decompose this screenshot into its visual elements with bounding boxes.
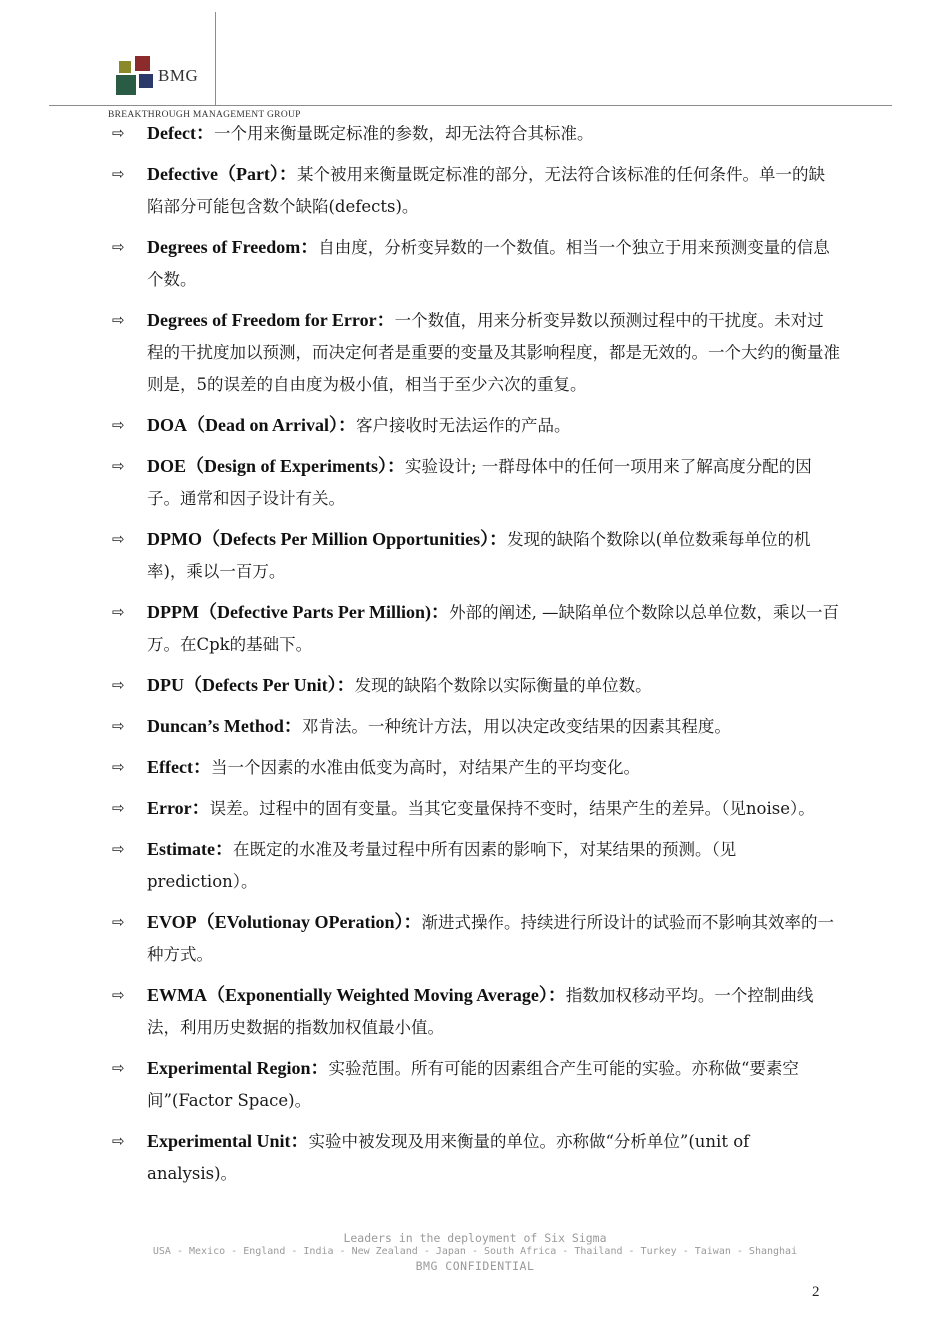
glossary-entry bbox=[0, 118, 840, 150]
glossary-definition: 发现的缺陷个数除以实际衡量的单位数。 bbox=[354, 676, 652, 695]
glossary-definition: 在既定的水准及考量过程中所有因素的影响下，对某结果的预测。（见prediction）。 bbox=[147, 840, 737, 891]
glossary-term: DOE（Design of Experiments）： bbox=[147, 456, 405, 476]
header-vertical-rule bbox=[215, 12, 216, 106]
glossary-entry bbox=[0, 834, 840, 898]
glossary-definition: 邓肯法。一种统计方法，用以决定改变结果的因素其程度。 bbox=[301, 717, 731, 736]
glossary-entry bbox=[0, 524, 840, 588]
glossary-term: Error： bbox=[147, 798, 210, 818]
glossary-term: Experimental Unit： bbox=[147, 1131, 309, 1151]
glossary-definition: 实验范围。所有可能的因素组合产生可能的实验。亦称做“要素空间”(Factor Space)。 bbox=[147, 1059, 799, 1110]
glossary-term: Effect： bbox=[147, 757, 211, 777]
glossary-definition: 客户接收时无法运作的产品。 bbox=[356, 416, 571, 435]
glossary-definition: 外部的阐述, —缺陷单位个数除以总单位数，乘以一百万。在Cpk的基础下。 bbox=[147, 603, 840, 654]
arrow-bullet-icon: ⇨ bbox=[112, 124, 125, 142]
glossary-entry bbox=[0, 305, 840, 401]
glossary-term: Defective（Part）： bbox=[147, 164, 297, 184]
glossary-definition: 一个数值，用来分析变异数以预测过程中的干扰度。未对过程的干扰度加以预测，而决定何者是重要的变量及其影响程度，都是无效的。一个大约的衡量准则是，5的误差的自由度为极小值，相当于至少六次的重复。 bbox=[147, 311, 840, 394]
glossary-definition: 指数加权移动平均。一个控制曲线法，利用历史数据的指数加权值最小值。 bbox=[147, 986, 814, 1037]
glossary-entry bbox=[0, 793, 840, 825]
arrow-bullet-icon: ⇨ bbox=[112, 913, 125, 931]
glossary-term: Defect： bbox=[147, 123, 214, 143]
glossary-term: Degrees of Freedom for Error： bbox=[147, 310, 395, 330]
footer-locations: USA - Mexico - England - India - New Zealand - Japan - South Africa - Thailand - Turkey - Taiwan - Shanghai bbox=[152, 1246, 798, 1257]
company-name: BREAKTHROUGH MANAGEMENT GROUP bbox=[108, 110, 301, 120]
arrow-bullet-icon: ⇨ bbox=[112, 840, 125, 858]
arrow-bullet-icon: ⇨ bbox=[112, 758, 125, 776]
glossary-term: DPU（Defects Per Unit）： bbox=[147, 675, 355, 695]
glossary-entry bbox=[0, 711, 840, 743]
glossary-definition: 实验设计; 一群母体中的任何一项用来了解高度分配的因子。通常和因子设计有关。 bbox=[147, 457, 812, 508]
arrow-bullet-icon: ⇨ bbox=[112, 603, 125, 621]
glossary-term: EVOP（EVolutionay OPeration）： bbox=[147, 912, 422, 932]
logo-square-green bbox=[116, 75, 136, 95]
glossary-definition: 一个用来衡量既定标准的参数，却无法符合其标准。 bbox=[213, 124, 594, 143]
glossary-entry bbox=[0, 670, 840, 702]
glossary-definition: 自由度，分析变异数的一个数值。相当一个独立于用来预测变量的信息个数。 bbox=[147, 238, 830, 289]
glossary-entry bbox=[0, 907, 840, 971]
footer-tagline: Leaders in the deployment of Six Sigma bbox=[343, 1231, 607, 1245]
arrow-bullet-icon: ⇨ bbox=[112, 717, 125, 735]
page-footer bbox=[0, 1231, 950, 1273]
arrow-bullet-icon: ⇨ bbox=[112, 416, 125, 434]
bmg-logo bbox=[116, 56, 206, 98]
glossary-entry bbox=[0, 410, 840, 442]
page-number: 2 bbox=[812, 1284, 820, 1300]
arrow-bullet-icon: ⇨ bbox=[112, 1132, 125, 1150]
arrow-bullet-icon: ⇨ bbox=[112, 676, 125, 694]
arrow-bullet-icon: ⇨ bbox=[112, 1059, 125, 1077]
glossary-definition: 发现的缺陷个数除以(单位数乘每单位的机率)，乘以一百万。 bbox=[147, 530, 811, 581]
glossary-term: DPMO（Defects Per Million Opportunities）： bbox=[147, 529, 508, 549]
arrow-bullet-icon: ⇨ bbox=[112, 986, 125, 1004]
page-header bbox=[0, 0, 950, 125]
glossary-term: Degrees of Freedom： bbox=[147, 237, 319, 257]
logo-square-navy bbox=[139, 74, 153, 88]
glossary-entry bbox=[0, 752, 840, 784]
logo-square-red bbox=[135, 56, 150, 71]
glossary-entry bbox=[0, 597, 840, 661]
glossary-entry bbox=[0, 1053, 840, 1117]
arrow-bullet-icon: ⇨ bbox=[112, 311, 125, 329]
glossary-list bbox=[0, 118, 950, 1199]
glossary-definition: 某个被用来衡量既定标准的部分，无法符合该标准的任何条件。单一的缺陷部分可能包含数个缺陷(defects)。 bbox=[147, 165, 825, 216]
glossary-term: Duncan’s Method： bbox=[147, 716, 302, 736]
footer-confidential: BMG CONFIDENTIAL bbox=[415, 1259, 535, 1273]
glossary-definition: 误差。过程中的固有变量。当其它变量保持不变时，结果产生的差异。（见noise）。 bbox=[209, 799, 815, 818]
header-horizontal-rule bbox=[49, 105, 892, 106]
arrow-bullet-icon: ⇨ bbox=[112, 530, 125, 548]
glossary-entry bbox=[0, 980, 840, 1044]
glossary-term: Estimate： bbox=[147, 839, 233, 859]
arrow-bullet-icon: ⇨ bbox=[112, 165, 125, 183]
glossary-term: EWMA（Exponentially Weighted Moving Average）： bbox=[147, 985, 566, 1005]
glossary-entry bbox=[0, 1126, 840, 1190]
logo-text: BMG bbox=[158, 66, 199, 85]
glossary-definition: 渐进式操作。持续进行所设计的试验而不影响其效率的一种方式。 bbox=[147, 913, 834, 964]
glossary-entry bbox=[0, 451, 840, 515]
glossary-term: Experimental Region： bbox=[147, 1058, 329, 1078]
arrow-bullet-icon: ⇨ bbox=[112, 238, 125, 256]
glossary-entry bbox=[0, 159, 840, 223]
arrow-bullet-icon: ⇨ bbox=[112, 799, 125, 817]
glossary-term: DOA（Dead on Arrival）： bbox=[147, 415, 356, 435]
glossary-definition: 当一个因素的水准由低变为高时，对结果产生的平均变化。 bbox=[210, 758, 640, 777]
logo-square-olive bbox=[119, 61, 131, 73]
glossary-entry bbox=[0, 232, 840, 296]
arrow-bullet-icon: ⇨ bbox=[112, 457, 125, 475]
glossary-definition: 实验中被发现及用来衡量的单位。亦称做“分析单位”(unit of analysis)。 bbox=[147, 1132, 750, 1183]
glossary-term: DPPM（Defective Parts Per Million)： bbox=[147, 602, 450, 622]
